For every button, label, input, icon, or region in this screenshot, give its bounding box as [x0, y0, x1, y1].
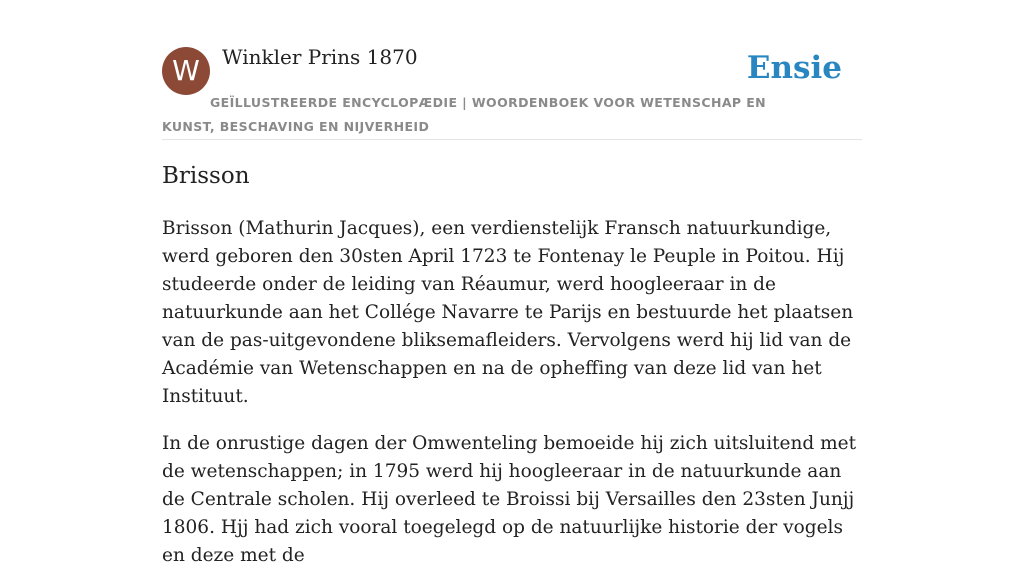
brand-logo-link[interactable]: Ensie	[746, 50, 842, 86]
article-paragraph: In de onrustige dagen der Omwenteling bemoeide hij zich uitsluitend met de wetenschappen; in 1795 werd hij hoogleeraar in de natuurkunde aan de Centrale scholen. Hij overleed te Broissi bij Versailles den 23sten Junjj 1806. Hjj had zich vooral toegelegd op de natuurlijke historie der vogels en deze met de	[162, 433, 857, 566]
source-title-link[interactable]: Winkler Prins 1870	[222, 45, 418, 69]
article-paragraph: Brisson (Mathurin Jacques), een verdienstelijk Fransch natuurkundige, werd geboren den 30sten April 1723 te Fontenay le Peuple in Poitou. Hij studeerde onder de leiding van Réaumur, werd hoogleeraar in de natuurkunde aan het Collége Navarre te Parijs en bestuurde het plaatsen van de pas-uitgevondene bliksemafleiders. Vervolgens werd hij lid van de Académie van Wetenschappen en na de opheffing van deze lid van het Instituut.	[162, 218, 854, 407]
source-avatar[interactable]: W	[162, 47, 210, 95]
source-subtitle: GEÏLLUSTREERDE ENCYCLOPÆDIE | WOORDENBOEK VOOR WETENSCHAP EN KUNST, BESCHAVING EN NIJVERHEID	[162, 95, 767, 134]
article-title: Brisson	[162, 163, 250, 189]
source-header	[162, 44, 862, 140]
article-body	[162, 215, 862, 566]
